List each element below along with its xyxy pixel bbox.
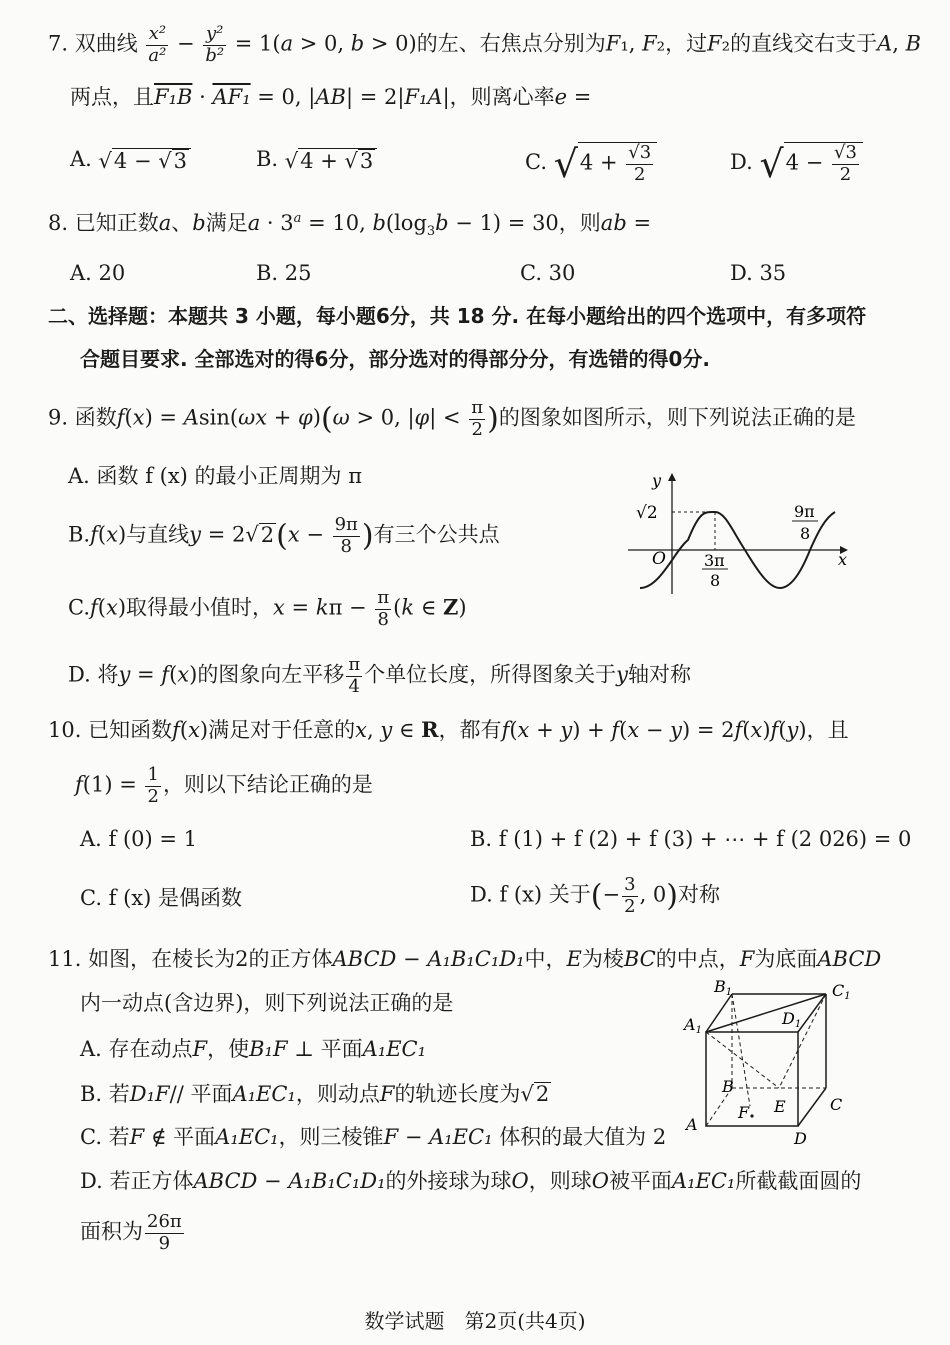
label-F: F — [738, 1103, 750, 1122]
label-C1: C1 — [832, 981, 851, 1002]
peak-label-num: 3π — [704, 551, 725, 570]
q9-option-d: D. 将y = f(x)的图象向左平移 $\frac{\pi}{4}$ 个单位长度，所得图象关于y轴对称 — [68, 654, 692, 697]
cross-label-num: 9π — [794, 502, 815, 521]
y-axis-arrow — [668, 473, 676, 481]
q9-option-b: B.f(x)与直线y = 2√2(x − $\frac{9\pi}{8}$ )有三个公共点 — [68, 514, 500, 557]
q11-cube-figure — [680, 980, 860, 1150]
point-F — [750, 1114, 753, 1117]
q7-option-c: C. — [525, 150, 547, 175]
section2-heading-line2: 合题目要求. 全部选对的得6分，部分选对的得部分分，有选错的得0分. — [80, 347, 710, 371]
q9-number: 9. — [48, 405, 69, 430]
q8-option-c: C. 30 — [520, 261, 576, 285]
label-B: B — [722, 1077, 734, 1096]
q7-option-d: D. — [730, 150, 753, 175]
line-A1C1 — [706, 994, 826, 1032]
label-A: A — [686, 1115, 698, 1134]
q11-option-d: D. 若正方体ABCD − A₁B₁C₁D₁的外接球为球O，则球O被平面A₁EC₁所截截面圆的 — [80, 1169, 862, 1193]
q11-number: 11. — [48, 947, 82, 971]
q7-frac-x2a2: $\frac{\text{x²}}{\text{a²}}$ — [148, 23, 167, 66]
q7-frac-y2b2: $\frac{\text{y²}}{\text{b²}}$ — [205, 23, 225, 66]
x-axis-label: x — [838, 550, 848, 569]
label-D: D — [794, 1129, 807, 1148]
q11-option-c: C. 若F ∉ 平面A₁EC₁，则三棱锥F − A₁EC₁ 体积的最大值为 2 — [80, 1125, 667, 1149]
label-D1: D1 — [782, 1009, 802, 1030]
q8-option-b: B. 25 — [256, 261, 312, 285]
peak-label-den: 8 — [710, 571, 721, 590]
q7-option-b: B. — [256, 147, 279, 172]
q9-option-a: A. 函数 f (x) 的最小正周期为 π — [68, 464, 363, 488]
y-axis-label: y — [652, 471, 662, 490]
section2-heading-line1: 二、选择题：本题共 3 小题，每小题6分，共 18 分. 在每小题给出的四个选项中，有多项符 — [48, 304, 867, 328]
q10-line1: 10. 已知函数f(x)满足对于任意的x, y ∈ R，都有f(x + y) + f(x − y) = 2f(x)f(y)，且 — [48, 717, 849, 742]
q11-option-b: B. 若D₁F// 平面A₁EC₁，则动点F的轨迹长度为√2 — [80, 1082, 550, 1106]
q8-option-a: A. 20 — [70, 261, 126, 285]
q7-line1: 7. 双曲线 $\frac{\text{x²}}{\text{a²}}$ − $\frac{\text{y²}}{\text{b²}}$ = 1(a > 0, b > 0)的左、右焦点分别为F₁, F₂，过F₂的直线交右支于A, B — [48, 23, 922, 66]
q9-sine-graph — [620, 470, 860, 600]
q10-option-a: A. f (0) = 1 — [80, 827, 198, 851]
q11-option-a: A. 存在动点F，使B₁F ⊥ 平面A₁EC₁ — [80, 1037, 427, 1061]
q11-line1: 11. 如图，在棱长为2的正方体ABCD − A₁B₁C₁D₁中，E为棱BC的中点，F为底面ABCD — [48, 947, 882, 971]
q10-option-b: B. f (1) + f (2) + f (3) + ⋯ + f (2 026) = 0 — [470, 827, 912, 851]
cross-label-den: 8 — [800, 524, 811, 543]
q7-options: A. √4 − √3 B. √4 + √3 C. √4 + $\frac{√3}{2}$ D. √4 − $\frac{√3}{2}$ — [70, 142, 890, 194]
origin-label: O — [652, 549, 666, 569]
line-B1F — [732, 994, 750, 1106]
edge-DC — [798, 1088, 826, 1126]
q10-line2: f(1) = $\frac{1}{2}$ ，则以下结论正确的是 — [75, 764, 373, 807]
label-E: E — [774, 1097, 786, 1116]
edge-A1B1 — [706, 994, 732, 1032]
q9-line1: 9. 函数f(x) = Asin(ωx + φ)(ω > 0, |φ| < $\frac{\pi}{2}$ )的图象如图所示，则下列说法正确的是 — [48, 397, 856, 440]
q10-option-d: D. f (x) 关于(− $\frac{3}{2}$ , 0)对称 — [470, 874, 721, 917]
q8-options — [70, 262, 890, 288]
label-B1: B1 — [714, 980, 733, 998]
q8-number: 8. — [48, 211, 69, 235]
q11-line2: 内一动点(含边界)，则下列说法正确的是 — [80, 991, 454, 1015]
edge-D1C1 — [798, 994, 826, 1032]
amplitude-label: √2 — [636, 503, 658, 523]
q8-option-d: D. 35 — [730, 261, 787, 285]
page-footer: 数学试题 第2页(共4页) — [364, 1309, 586, 1333]
q8-line1: 8. 已知正数a、b满足$a \cdot 3^a = 10$, $b(\log_3b - 1) = 30$，则ab = — [48, 211, 652, 240]
q7-line2: 两点，且F₁B · AF₁ = 0, |AB| = 2|F₁A|，则离心率e = — [70, 85, 592, 109]
q9-option-c: C.f(x)取得最小值时，x = kπ − $\frac{\pi}{8}$ (k ∈ Z) — [68, 587, 467, 630]
label-C: C — [830, 1095, 843, 1114]
q7-number: 7. — [48, 31, 69, 56]
q10-option-c: C. f (x) 是偶函数 — [80, 886, 243, 910]
q10-number: 10. — [48, 718, 82, 742]
q7-option-a: A. — [70, 147, 92, 172]
q11-option-d-cont: 面积为 $\frac{26\pi}{9}$ — [80, 1211, 182, 1254]
label-A1: A1 — [684, 1015, 702, 1036]
